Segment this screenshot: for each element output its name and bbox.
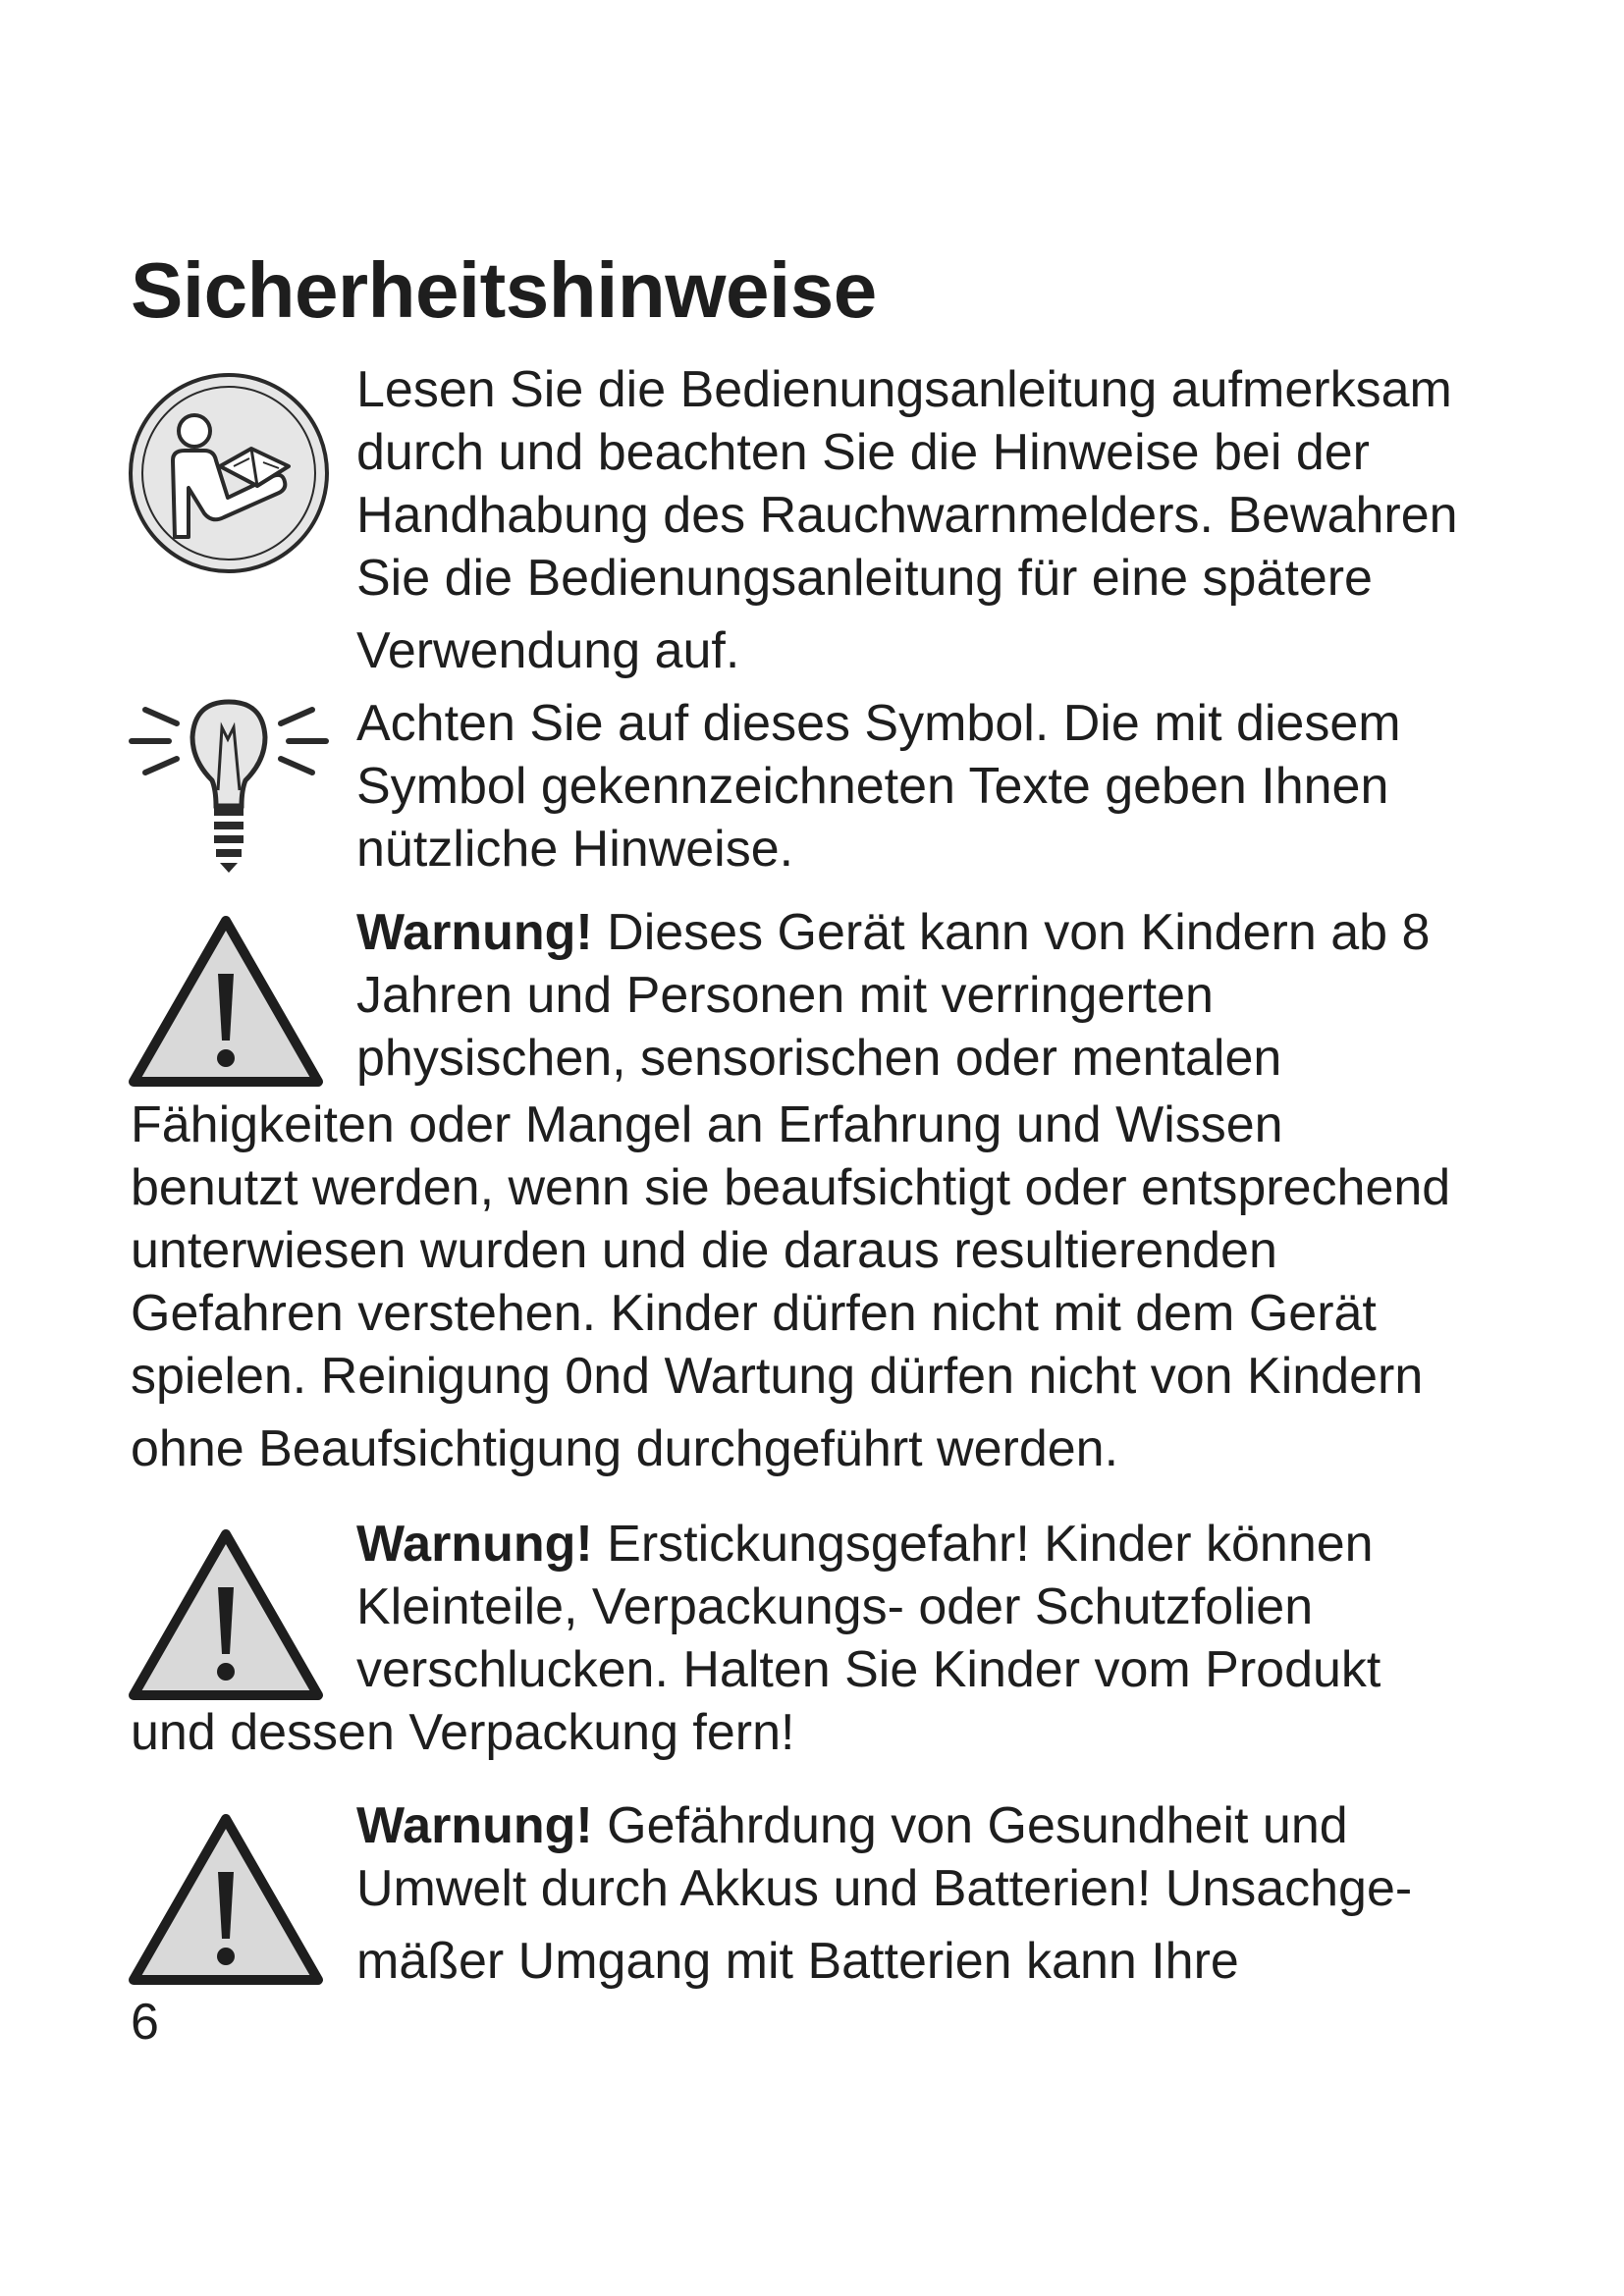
text-line: Fähigkeiten oder Mangel an Erfahrung und Wissen [131, 1096, 1283, 1153]
text-line: benutzt werden, wenn sie beaufsichtigt oder entsprechend [131, 1159, 1451, 1216]
page-title: Sicherheitshinweise [131, 246, 877, 334]
text-line: Gefahren verstehen. Kinder dürfen nicht mit dem Gerät [131, 1285, 1377, 1342]
section-read-manual-text [356, 358, 1458, 682]
section-warning-batteries-head [356, 1794, 1412, 1993]
text-line: Sie die Bedienungsanleitung für eine spätere [356, 550, 1373, 607]
page-number: 6 [131, 1994, 159, 2051]
text-line: ohne Beaufsichtigung durchgeführt werden. [131, 1420, 1119, 1477]
text-line: Lesen Sie die Bedienungsanleitung aufmerksam [356, 361, 1452, 418]
warning-first-line: Gefährdung von Gesundheit und [592, 1797, 1348, 1854]
lightbulb-icon [126, 682, 332, 888]
text-line: Symbol gekennzeichneten Texte geben Ihnen [356, 758, 1389, 815]
warning-label: Warnung! [356, 1516, 593, 1573]
text-line [356, 1513, 1380, 1575]
text-line: Handhabung des Rauchwarnmelders. Bewahren [356, 487, 1458, 544]
text-line: physischen, sensorischen oder mentalen [356, 1030, 1282, 1087]
warning-first-line: Dieses Gerät kann von Kindern ab 8 [592, 904, 1431, 961]
text-line: und dessen Verpackung fern! [131, 1704, 795, 1761]
section-warning-children-head [356, 901, 1430, 1090]
warning-triangle-icon [128, 1811, 324, 1988]
warning-label: Warnung! [356, 1797, 593, 1854]
text-line: Achten Sie auf dieses Symbol. Die mit diesem [356, 695, 1401, 752]
text-line: Jahren und Personen mit verringerten [356, 967, 1214, 1024]
warning-triangle-icon [128, 913, 324, 1090]
warning-label: Warnung! [356, 904, 593, 961]
text-line: spielen. Reinigung 0nd Wartung dürfen nicht von Kindern [131, 1348, 1424, 1405]
text-line: unterwiesen wurden und die daraus resultierenden [131, 1222, 1277, 1279]
text-line: Verwendung auf. [356, 622, 740, 679]
text-line: nützliche Hinweise. [356, 821, 794, 878]
read-manual-icon [126, 370, 332, 576]
text-line [356, 901, 1430, 964]
section-warning-children-body [131, 1094, 1450, 1480]
text-line [356, 1794, 1412, 1857]
text-line: Kleinteile, Verpackungs- oder Schutzfolien [356, 1578, 1314, 1635]
section-warning-choking-head [356, 1513, 1380, 1701]
warning-triangle-icon [128, 1526, 324, 1703]
text-line: Umwelt durch Akkus und Batterien! Unsachge- [356, 1860, 1413, 1917]
section-warning-choking-body [131, 1701, 794, 1764]
text-line: mäßer Umgang mit Batterien kann Ihre [356, 1933, 1239, 1990]
text-line: verschlucken. Halten Sie Kinder vom Produkt [356, 1641, 1381, 1698]
text-line: durch und beachten Sie die Hinweise bei der [356, 424, 1371, 481]
warning-first-line: Erstickungsgefahr! Kinder können [592, 1516, 1374, 1573]
section-tip-text [356, 692, 1401, 881]
